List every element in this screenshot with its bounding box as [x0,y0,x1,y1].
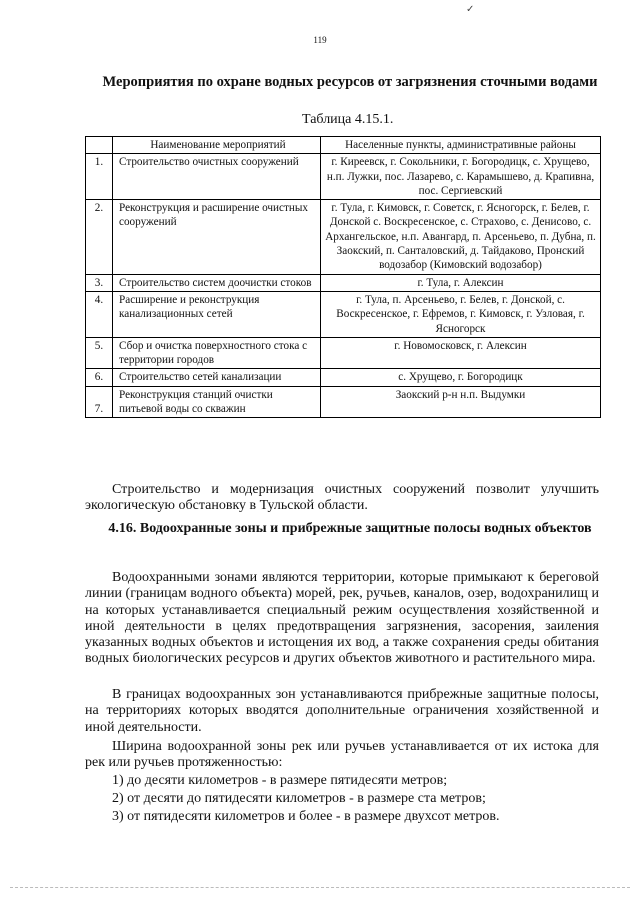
row-num: 3. [86,274,113,291]
header-measure: Наименование мероприятий [113,137,321,154]
table-header-row [86,137,601,154]
row-places: с. Хрущево, г. Богородицк [321,369,601,386]
table-row [86,154,601,200]
row-num: 4. [86,291,113,337]
row-places: г. Киреевск, г. Сокольники, г. Богородицк, с. Хрущево, н.п. Лужки, пос. Лазарево, с. Карамышево, д. Крапивна, пос. Сергиевский [321,154,601,200]
scan-artifact-line [10,887,630,889]
row-measure: Расширение и реконструкция канализационных сетей [113,291,321,337]
row-measure: Строительство систем доочистки стоков [113,274,321,291]
row-num: 2. [86,200,113,274]
row-places: г. Новомосковск, г. Алексин [321,337,601,369]
table-row [86,369,601,386]
row-measure: Строительство очистных сооружений [113,154,321,200]
measures-table [85,136,601,418]
table-row [86,291,601,337]
row-num: 1. [86,154,113,200]
table-row [86,274,601,291]
table-label: Таблица 4.15.1. [302,112,394,127]
list-item: 1) до десяти километров - в размере пятидесяти метров; [112,773,448,788]
section-title: Мероприятия по охране водных ресурсов от загрязнения сточными водами [102,74,598,90]
row-measure: Реконструкция и расширение очистных сооружений [113,200,321,274]
row-num: 7. [86,386,113,418]
header-places: Населенные пункты, административные районы [321,137,601,154]
table-row [86,386,601,418]
row-places: г. Тула, г. Алексин [321,274,601,291]
paragraph-width: Ширина водоохранной зоны рек или ручьев устанавливается от их истока для рек или ручьев протяженностью: [85,739,599,771]
list-item: 3) от пятидесяти километров и более - в размере двухсот метров. [112,809,500,824]
row-measure: Реконструкция станций очистки питьевой воды со скважин [113,386,321,418]
row-places: г. Тула, г. Кимовск, г. Советск, г. Ясногорск, г. Белев, г. Донской с. Воскресенское, с. Страхово, с. Денисово, с. Архангельское, н.п. Авангард, п. Арсеньево, п. Дубна, п. Заокский, п. Санталовский, д. Тайдаково, Пронский водозабор (Кимовский водозабор) [321,200,601,274]
page-number: 119 [313,35,327,45]
row-places: г. Тула, п. Арсеньево, г. Белев, г. Донской, с. Воскресенское, г. Ефремов, г. Кимовск, г. Узловая, г. Ясногорск [321,291,601,337]
row-measure: Сбор и очистка поверхностного стока с территории городов [113,337,321,369]
row-places: Заокский р-н н.п. Выдумки [321,386,601,418]
row-num: 6. [86,369,113,386]
section-heading-4-16: 4.16. Водоохранные зоны и прибрежные защитные полосы водных объектов [108,521,592,536]
list-item: 2) от десяти до пятидесяти километров - в размере ста метров; [112,791,486,806]
row-num: 5. [86,337,113,369]
paragraph-definition: Водоохранными зонами являются территории, которые примыкают к береговой линии (границам водного объекта) морей, рек, ручьев, каналов, озер, водохранилищ и на которых устанавливается специальный режим осуществления хозяйственной и иной деятельности в целях предотвращения загрязнения, засорения, заиления указанных водных объектов и истощения их вод, а также сохранения среды обитания водных биологических ресурсов и других объектов животного и растительного мира. [85,570,599,667]
paragraph-boundaries: В границах водоохранных зон устанавливаются прибрежные защитные полосы, на территориях которых вводятся дополнительные ограничения хозяйственной и иной деятельности. [85,687,599,735]
paragraph-conclusion: Строительство и модернизация очистных сооружений позволит улучшить экологическую обстановку в Тульской области. [85,482,599,514]
header-num [86,137,113,154]
table-row [86,200,601,274]
table-row [86,337,601,369]
scan-tick-mark: ✓ [466,4,475,15]
row-measure: Строительство сетей канализации [113,369,321,386]
